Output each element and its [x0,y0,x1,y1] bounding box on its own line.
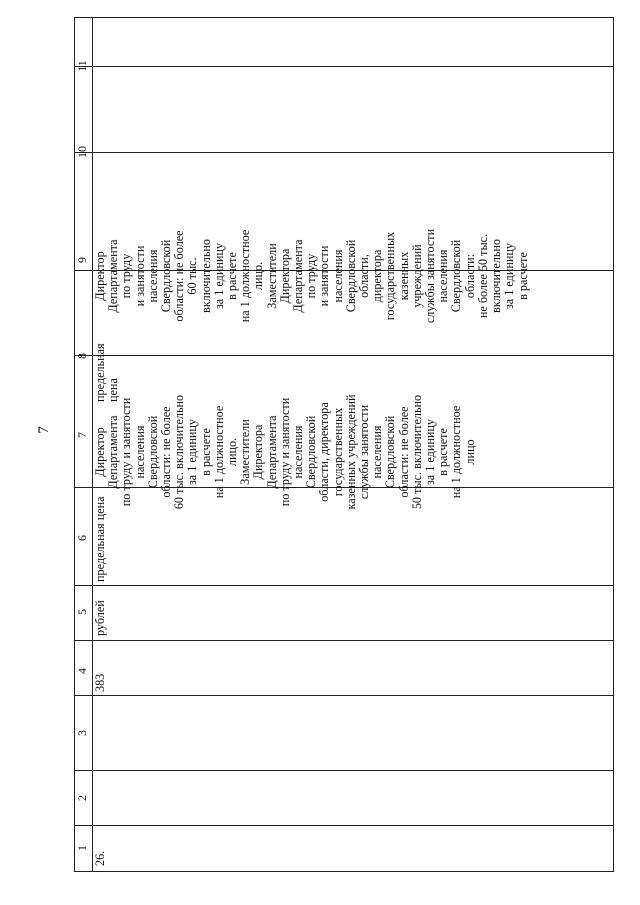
cell-price-description-1: Директор Департамента по труду и занятости населения Свердловской области: не более 60 тыс. включительно за 1 единицу в расчете на 1 должностное лицо. Заместители Директора Департамента по труду и занятости населения Свердловской области, директора государственных казенных учреждений службы занятости населения Свердловской области: не более 50 тыс. включительно за 1 единицу в расчете на 1 должностное лицо [93,394,477,510]
col-num-5: 5 [75,609,89,615]
col-num-1: 1 [75,845,89,851]
rotated-table [74,17,614,872]
cell-row-number: 26. [93,850,107,866]
col-num-6: 6 [75,535,89,541]
col-num-3: 3 [75,730,89,736]
cell-price-type-1: предельная цена [93,496,107,582]
cell-price-description-2: Директор Департамента по труду и занятости населения Свердловской области: не более 60 тыс. включительно за 1 единицу в расчете на 1 должностное лицо. Заместители Директора Департамента по труду и занятости населения Свердловской области, директора государственных казенных учреждений службы занятости населения Свердловской области: не более 50 тыс. включительно за 1 единицу в расчете [93,228,530,324]
cell-code: 383 [93,673,107,692]
col-num-10: 10 [75,146,89,158]
cell-unit: рублей [93,600,107,636]
col-num-4: 4 [75,668,89,674]
col-num-7: 7 [75,432,89,438]
col-num-9: 9 [75,257,89,263]
cell-price-type-2: предельная цена [93,343,121,402]
col-num-2: 2 [75,795,89,801]
col-num-8: 8 [75,353,89,359]
column-numbers [74,17,92,872]
col-num-11: 11 [75,60,89,72]
page-number: 7 [36,426,52,434]
